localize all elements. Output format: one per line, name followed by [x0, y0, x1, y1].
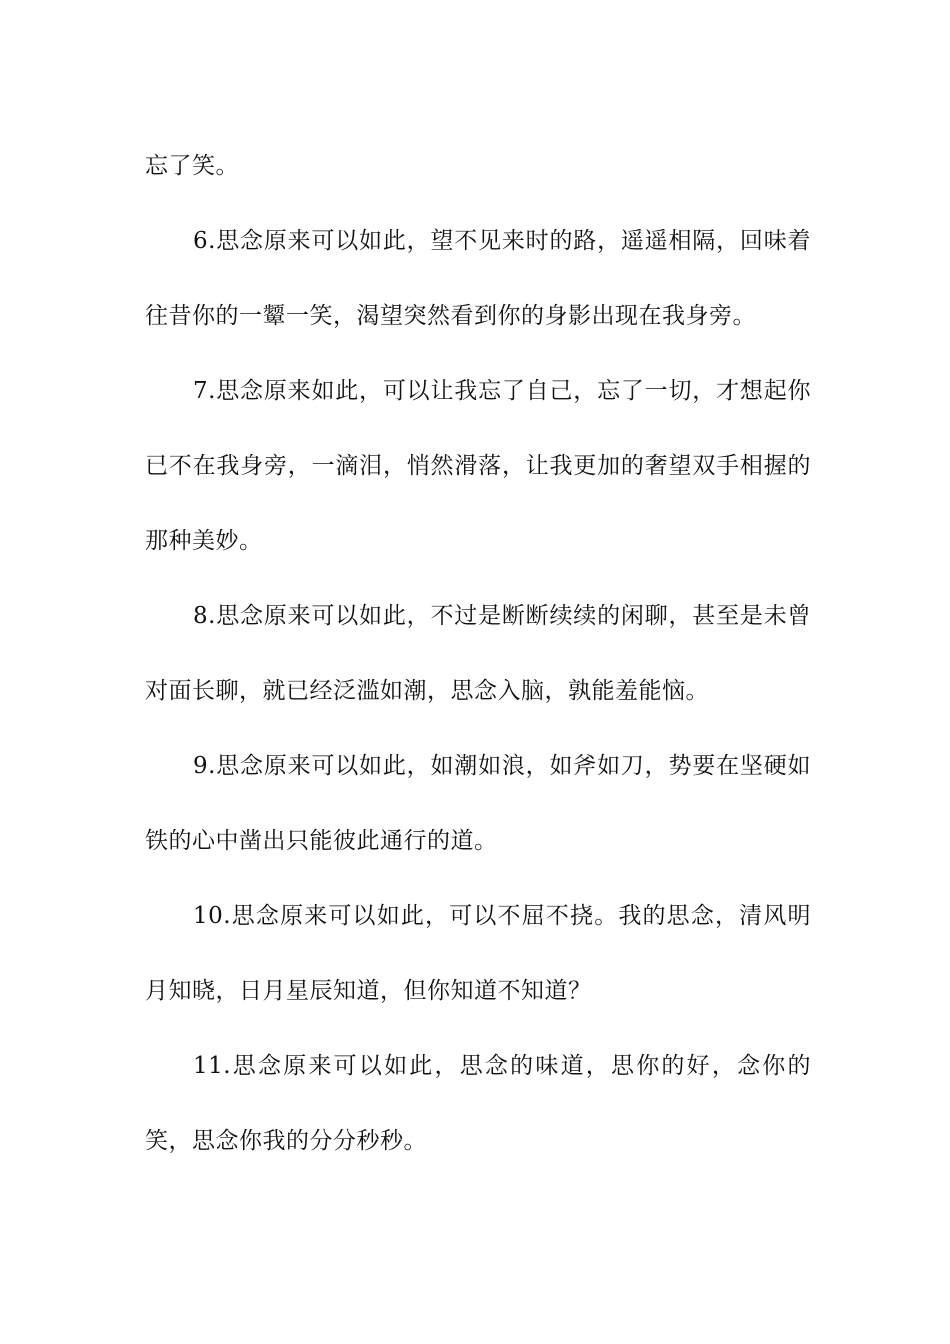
paragraph-item-7: 7.思念原来如此，可以让我忘了自己，忘了一切，才想起你已不在我身旁，一滴泪，悄然滑落，让我更加的奢望双手相握的那种美妙。 — [145, 378, 811, 554]
paragraph-item-9: 9.思念原来可以如此，如潮如浪，如斧如刀，势要在坚硬如铁的心中凿出只能彼此通行的道。 — [145, 753, 811, 854]
paragraph-item-10: 10.思念原来可以如此，可以不屈不挠。我的思念，清风明月知晓，日月星辰知道，但你知道不知道？ — [145, 903, 811, 1004]
document-page — [145, 129, 811, 1179]
paragraph-continuation: 忘了笑。 — [145, 153, 239, 179]
paragraph-item-11: 11.思念原来可以如此，思念的味道，思你的好，念你的笑，思念你我的分分秒秒。 — [145, 1053, 811, 1154]
paragraph-item-6: 6.思念原来可以如此，望不见来时的路，遥遥相隔，回味着往昔你的一颦一笑，渴望突然看到你的身影出现在我身旁。 — [145, 228, 811, 329]
paragraph-item-8: 8.思念原来可以如此，不过是断断续续的闲聊，甚至是未曾对面长聊，就已经泛滥如潮，思念入脑，孰能羞能恼。 — [145, 603, 811, 704]
